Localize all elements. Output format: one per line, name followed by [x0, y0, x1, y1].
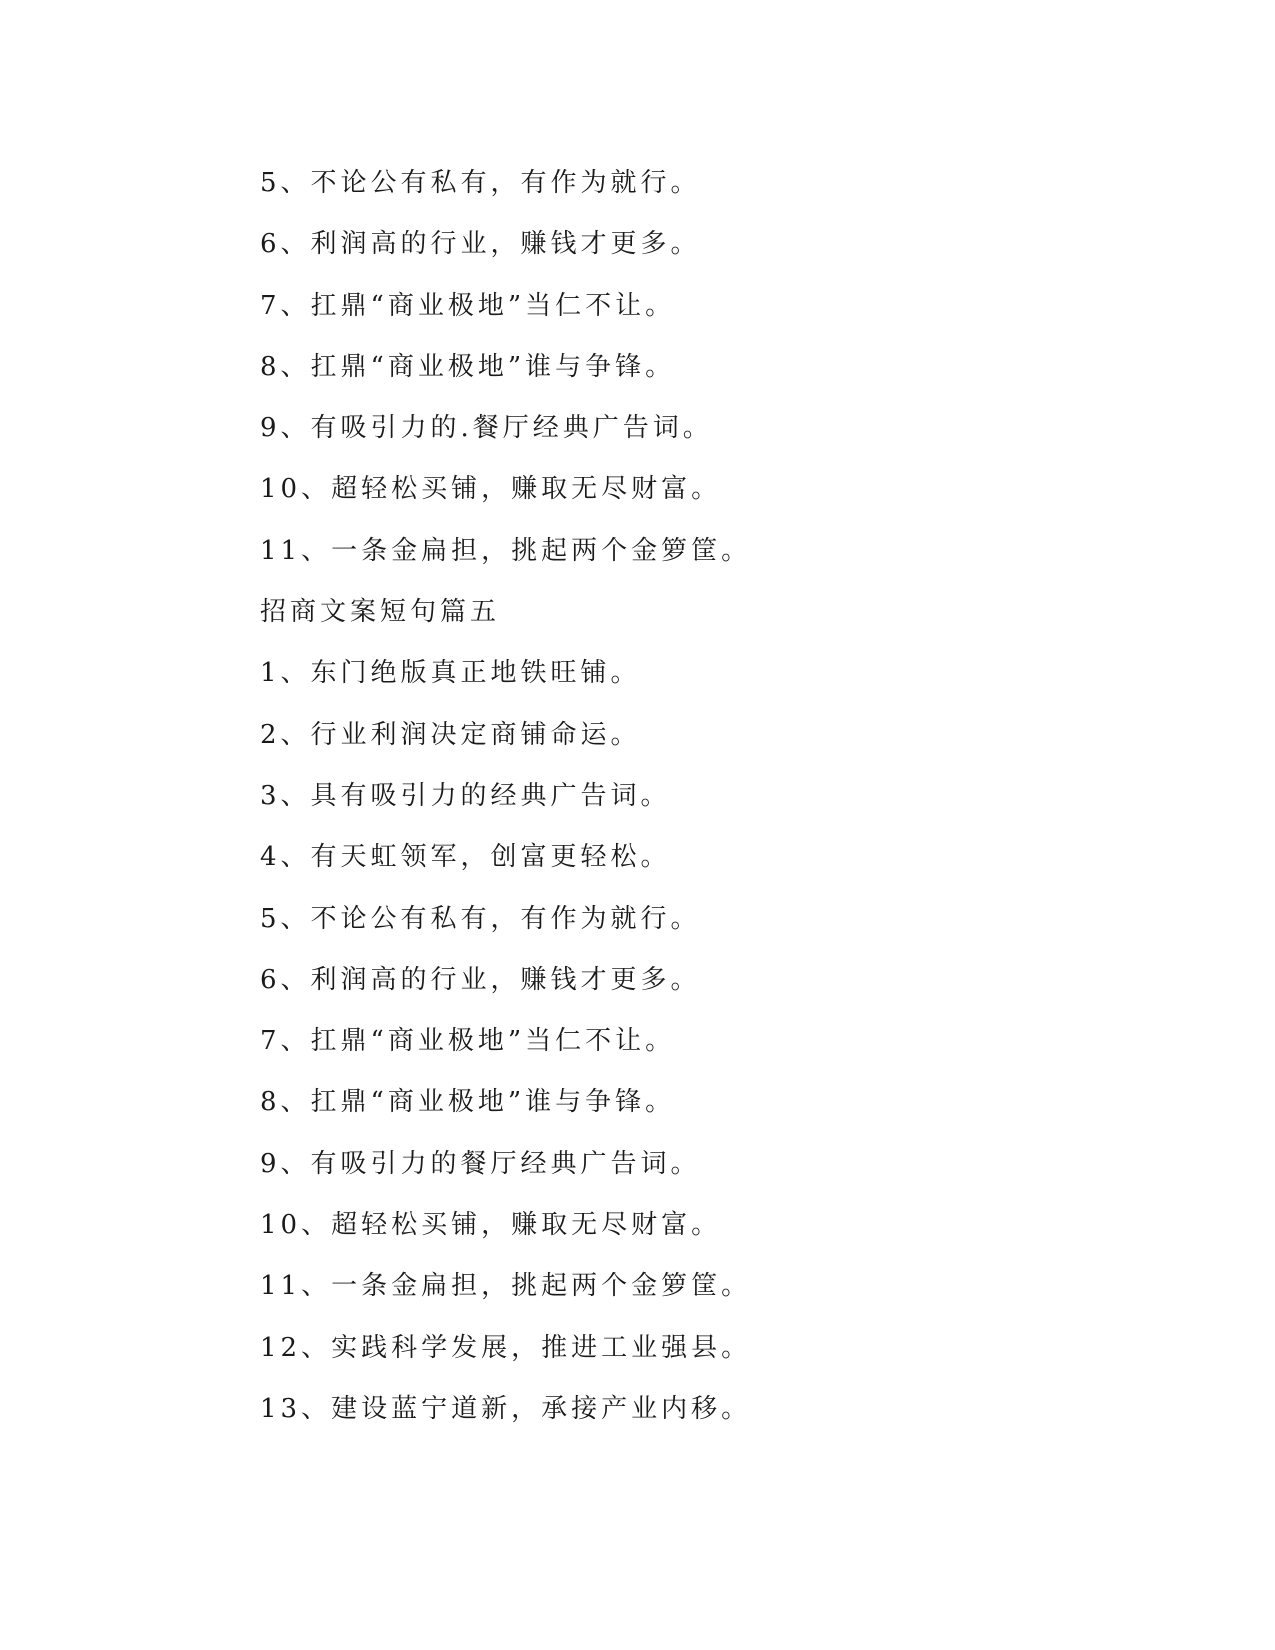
- list-item: 12、实践科学发展，推进工业强县。: [260, 1332, 752, 1363]
- list-item: 5、不论公有私有，有作为就行。: [260, 168, 701, 198]
- list-item: 9、有吸引力的餐厅经典广告词。: [260, 1148, 701, 1179]
- list-item: 3、具有吸引力的经典广告词。: [260, 780, 671, 811]
- list-item: 11、一条金扁担，挑起两个金箩筐。: [260, 535, 752, 566]
- list-item: 11、一条金扁担，挑起两个金箩筐。: [260, 1271, 752, 1302]
- list-item: 10、超轻松买铺，赚取无尽财富。: [260, 1210, 722, 1241]
- list-item: 8、扛鼎“商业极地”谁与争锋。: [260, 1087, 676, 1118]
- list-item: 7、扛鼎“商业极地”当仁不让。: [260, 290, 676, 321]
- list-item: 10、超轻松买铺，赚取无尽财富。: [260, 474, 722, 505]
- list-item: 7、扛鼎“商业极地”当仁不让。: [260, 1026, 676, 1057]
- list-item: 8、扛鼎“商业极地”谁与争锋。: [260, 351, 676, 382]
- section-heading: 招商文案短句篇五: [260, 597, 501, 628]
- list-item: 6、利润高的行业，赚钱才更多。: [260, 964, 701, 995]
- document-page: [260, 163, 1160, 1450]
- list-item: 13、建设蓝宁道新，承接产业内移。: [260, 1393, 752, 1424]
- list-item: 5、不论公有私有，有作为就行。: [260, 903, 701, 934]
- list-item: 2、行业利润决定商铺命运。: [260, 719, 641, 750]
- list-item: 9、有吸引力的.餐厅经典广告词。: [260, 413, 713, 444]
- list-item: 4、有天虹领军，创富更轻松。: [260, 842, 671, 873]
- list-item: 1、东门绝版真正地铁旺铺。: [260, 658, 641, 689]
- list-item: 6、利润高的行业，赚钱才更多。: [260, 229, 701, 260]
